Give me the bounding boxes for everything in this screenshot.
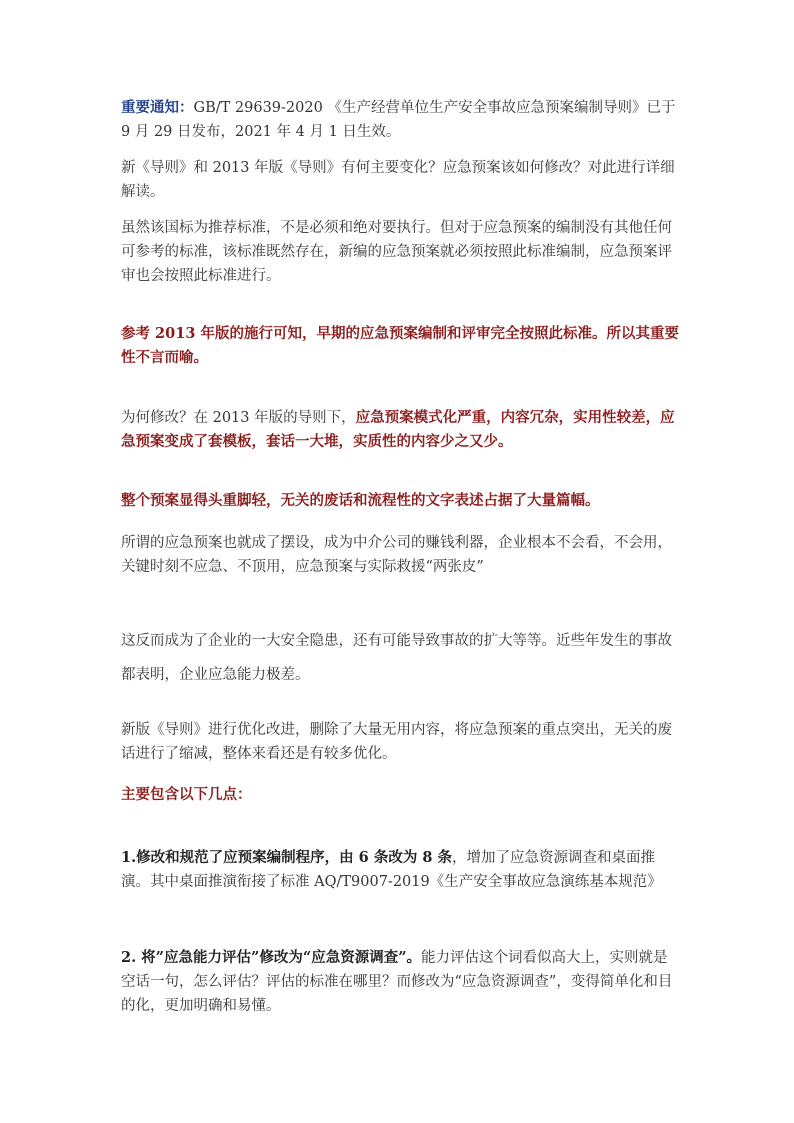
hazard-paragraph: 这反而成为了企业的一大安全隐患，还有可能导致事故的扩大等等。近些年发生的事故都表明，企业应急能力极差。 [121,633,672,683]
why-bold: 应急预案模式化严重，内容冗杂，实用性较差，应急预案变成了套模板，套话一大堆，实质性的内容少之又少。 [121,409,675,450]
intro-paragraph: 新《导则》和 2013 年版《导则》有何主要变化？应急预案该如何修改？对此进行详细解读。 [121,160,675,200]
points-heading: 主要包含以下几点： [121,786,252,803]
point-2-text: 能力评估这个词看似高大上，实则就是空话一句，怎么评估？评估的标准在哪里？而修改为“应急资源调查”，变得简单化和目的化，更加明确和易懂。 [121,950,673,1014]
topheavy-paragraph: 整个预案显得头重脚轻，无关的废话和流程性的文字表述占据了大量篇幅。 [121,492,600,509]
point-2-bold: 2. 将”应急能力评估”修改为“应急资源调查”。 [121,949,422,966]
notice-text: GB/T 29639-2020 《生产经营单位生产安全事故应急预案编制导则》已于 9 月 29 日发布，2021 年 4 月 1 日生效。 [121,100,676,140]
new-guideline-paragraph: 新版《导则》进行优化改进，删除了大量无用内容，将应急预案的重点突出，无关的废话进行了缩减，整体来看还是有较多优化。 [121,722,672,762]
why-prefix: 为何修改？在 2013 年版的导则下， [121,410,356,426]
reference-paragraph: 参考 2013 年版的施行可知，早期的应急预案编制和评审完全按照此标准。所以其重要性不言而喻。 [121,325,679,366]
point-1-bold: 1.修改和规范了应预案编制程序，由 6 条改为 8 条 [121,849,453,866]
notice-label: 重要通知： [121,99,194,116]
why-paragraph [121,406,681,454]
decor-paragraph: 所谓的应急预案也就成了摆设，成为中介公司的赚钱利器，企业根本不会看，不会用，关键时刻不应急、不顶用，应急预案与实际救援“两张皮” [121,535,672,575]
point-1 [121,846,681,894]
point-1-text: ，增加了应急资源调查和桌面推演。其中桌面推演衔接了标准 AQ/T9007-2019《生产安全事故应急演练基本规范》 [121,850,662,890]
standard-paragraph: 虽然该国标为推荐标准，不是必须和绝对要执行。但对于应急预案的编制没有其他任何可参考的标准，该标准既然存在，新编的应急预案就必须按照此标准编制，应急预案评审也会按照此标准进行。 [121,220,672,284]
notice-paragraph [121,96,681,144]
point-2 [121,946,681,1018]
